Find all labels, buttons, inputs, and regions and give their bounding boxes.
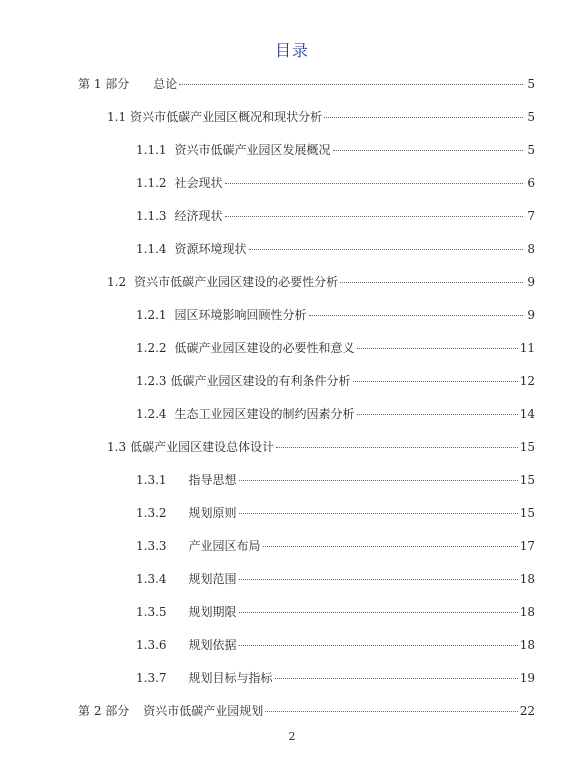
toc-entry-number: 1.1.2 [136, 176, 167, 190]
toc-entry-page: 12 [519, 374, 535, 388]
toc-entry-page: 9 [527, 275, 535, 289]
toc-entry-page: 7 [527, 209, 535, 223]
dot-leader [225, 216, 523, 217]
dot-leader [333, 150, 523, 151]
toc-entry-text: 产业园区布局 [188, 539, 261, 553]
page-number: 2 [288, 730, 296, 743]
toc-entry-1-3-5[interactable] [136, 604, 535, 620]
toc-entry-page: 19 [519, 671, 535, 685]
toc-entry-1-1-1[interactable] [136, 142, 535, 158]
toc-entry-number: 1.3.2 [136, 506, 167, 520]
toc-entry-number: 1.3.3 [136, 539, 167, 553]
toc-entry-page: 9 [527, 308, 535, 322]
toc-entry-number: 1.3.5 [136, 605, 167, 619]
toc-entry-1-3-3[interactable] [136, 538, 535, 554]
toc-entry-page: 15 [519, 440, 535, 454]
toc-entry-number: 1.1.3 [136, 209, 167, 223]
toc-entry-page: 15 [519, 473, 535, 487]
toc-entry-text: 规划范围 [188, 572, 237, 586]
toc-entry-number: 第 2 部分 [78, 704, 130, 718]
toc-entry-number: 1.3.1 [136, 473, 167, 487]
toc-entry-number: 1.1 [107, 110, 127, 124]
toc-entry-text: 规划目标与指标 [188, 671, 273, 685]
dot-leader [249, 249, 523, 250]
toc-entry-number: 1.3.7 [136, 671, 167, 685]
toc-entry-text: 生态工业园区建设的制约因素分析 [174, 407, 355, 421]
dot-leader [239, 480, 518, 481]
toc-entry-page: 5 [527, 110, 535, 124]
dot-leader [324, 117, 523, 118]
dot-leader [353, 381, 518, 382]
toc-entry-number: 1.2.2 [136, 341, 167, 355]
toc-entry-1-3-2[interactable] [136, 505, 535, 521]
toc-entry-page: 22 [519, 704, 535, 718]
toc-entry-text: 社会现状 [174, 176, 223, 190]
toc-entry-1-1-4[interactable] [136, 241, 535, 257]
toc-entry-text: 资兴市低碳产业园规划 [143, 704, 264, 718]
dot-leader [309, 315, 523, 316]
dot-leader [263, 546, 518, 547]
toc-entry-number: 1.1.1 [136, 143, 167, 157]
toc-entry-1-1-2[interactable] [136, 175, 535, 191]
toc-entry-number: 1.1.4 [136, 242, 167, 256]
toc-entry-page: 5 [527, 143, 535, 157]
toc-title: 目录 [274, 41, 309, 60]
toc-entry-1-3-1[interactable] [136, 472, 535, 488]
toc-entry-text: 低碳产业园区建设总体设计 [130, 440, 275, 454]
toc-entry-text: 经济现状 [174, 209, 223, 223]
toc-entry-number: 1.3.4 [136, 572, 167, 586]
dot-leader [276, 447, 518, 448]
dot-leader [239, 612, 518, 613]
toc-entry-page: 11 [519, 341, 535, 355]
toc-entry-text: 园区环境影响回顾性分析 [174, 308, 307, 322]
toc-entry-text: 指导思想 [188, 473, 237, 487]
toc-entry-1-3-7[interactable] [136, 670, 535, 686]
dot-leader [225, 183, 523, 184]
toc-entry-page: 17 [519, 539, 535, 553]
toc-entry-part1[interactable] [78, 76, 535, 92]
toc-entry-text: 资兴市低碳产业园区建设的必要性分析 [134, 275, 339, 289]
toc-entry-number: 1.3 [107, 440, 127, 454]
dot-leader [340, 282, 523, 283]
toc-entry-1-3-6[interactable] [136, 637, 535, 653]
toc-entry-text: 低碳产业园区建设的有利条件分析 [170, 374, 351, 388]
toc-entry-1-1-3[interactable] [136, 208, 535, 224]
dot-leader [265, 711, 517, 712]
toc-entry-text: 规划依据 [188, 638, 237, 652]
toc-entry-1-2-4[interactable] [136, 406, 535, 422]
toc-entry-text: 资兴市低碳产业园区概况和现状分析 [130, 110, 323, 124]
toc-entry-1-1[interactable] [107, 109, 535, 125]
toc-entry-number: 1.2.3 [136, 374, 167, 388]
toc-entry-1-2-3[interactable] [136, 373, 535, 389]
toc-entry-page: 6 [527, 176, 535, 190]
toc-entry-text: 低碳产业园区建设的必要性和意义 [174, 341, 355, 355]
toc-entry-1-2-2[interactable] [136, 340, 535, 356]
toc-entry-text: 资源环境现状 [174, 242, 247, 256]
dot-leader [239, 579, 518, 580]
toc-entry-page: 14 [519, 407, 535, 421]
toc-entry-number: 第 1 部分 [78, 77, 130, 91]
toc-entry-1-3-4[interactable] [136, 571, 535, 587]
toc-entry-1-2-1[interactable] [136, 307, 535, 323]
toc-entry-page: 5 [527, 77, 535, 91]
toc-entry-1-2[interactable] [107, 274, 535, 290]
toc-entry-number: 1.3.6 [136, 638, 167, 652]
toc-entry-page: 18 [519, 605, 535, 619]
dot-leader [357, 348, 518, 349]
toc-entry-page: 8 [527, 242, 535, 256]
toc-entry-1-3[interactable] [107, 439, 535, 455]
toc-entry-number: 1.2 [107, 275, 127, 289]
dot-leader [239, 645, 518, 646]
toc-entry-page: 18 [519, 572, 535, 586]
toc-entry-page: 15 [519, 506, 535, 520]
toc-entry-text: 规划原则 [188, 506, 237, 520]
dot-leader [179, 84, 523, 85]
toc-entry-number: 1.2.1 [136, 308, 167, 322]
toc-entry-page: 18 [519, 638, 535, 652]
dot-leader [239, 513, 518, 514]
dot-leader [357, 414, 518, 415]
toc-entry-text: 资兴市低碳产业园区发展概况 [174, 143, 331, 157]
toc-entry-part2[interactable] [78, 703, 535, 719]
toc-entry-text: 规划期限 [188, 605, 237, 619]
toc-entry-text: 总论 [153, 77, 178, 91]
dot-leader [275, 678, 518, 679]
toc-entry-number: 1.2.4 [136, 407, 167, 421]
